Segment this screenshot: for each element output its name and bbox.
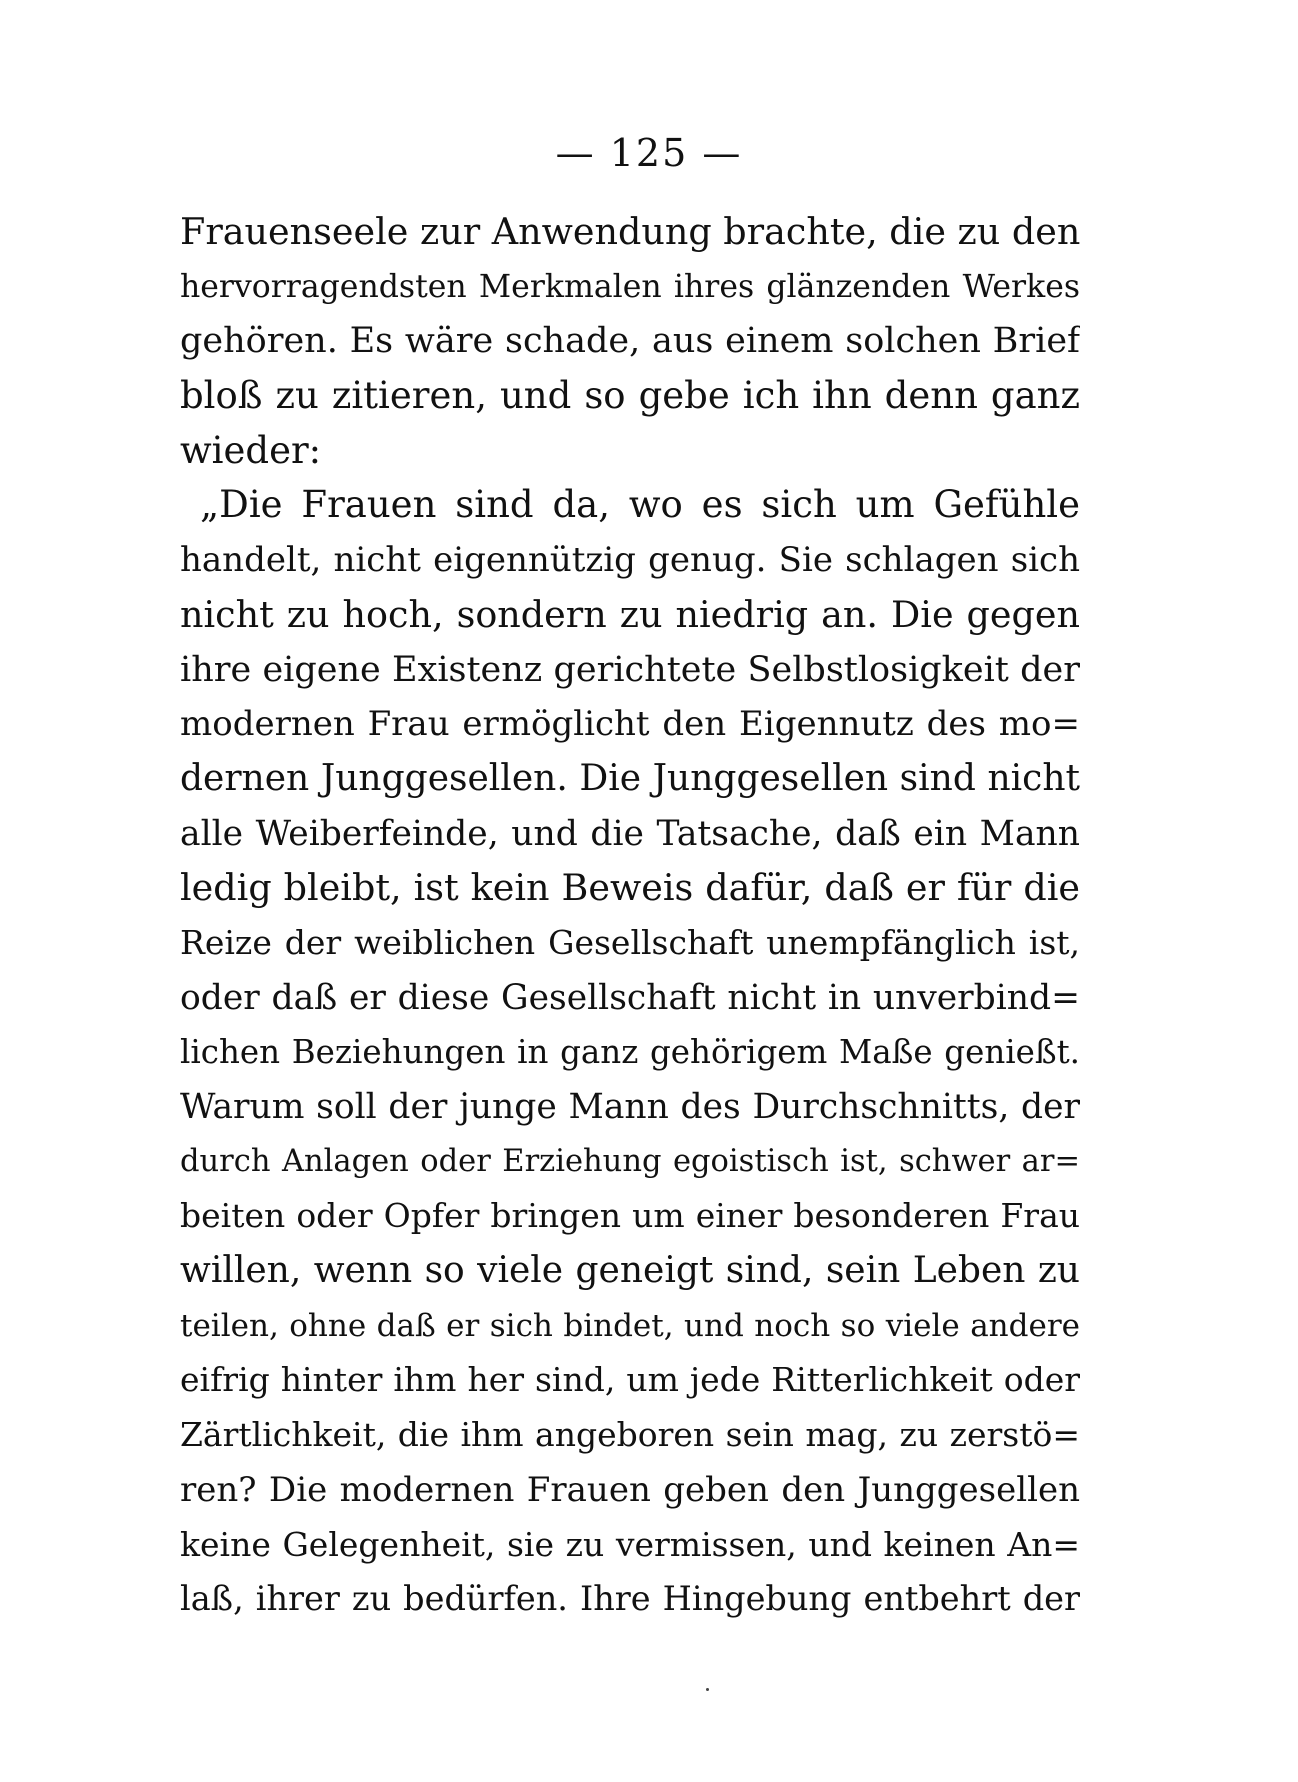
body-text <box>180 205 1080 1627</box>
text-line: lichen Beziehungen in ganz gehörigem Maße genießt. <box>180 1033 1080 1072</box>
text-line: keine Gelegenheit, sie zu vermissen, und keinen An= <box>180 1524 1080 1564</box>
text-line: ren? Die modernen Frauen geben den Junggesellen <box>180 1469 1080 1510</box>
text-line: Reize der weiblichen Gesellschaft unempfänglich ist, <box>180 922 1080 962</box>
text-line: willen, wenn so viele geneigt sind, sein Leben zu <box>180 1250 1080 1292</box>
text-line: oder daß er diese Gesellschaft nicht in unverbind= <box>180 977 1080 1018</box>
text-line: dernen Junggesellen. Die Junggesellen sind nicht <box>180 757 1080 799</box>
text-line: Zärtlichkeit, die ihm angeboren sein mag, zu zerstö= <box>180 1415 1080 1455</box>
text-line: Frauenseele zur Anwendung brachte, die zu den <box>180 210 1080 253</box>
text-line: hervorragendsten Merkmalen ihres glänzenden Werkes <box>180 268 1080 305</box>
text-line: modernen Frau ermöglicht den Eigennutz des mo= <box>180 704 1080 745</box>
text-line: durch Anlagen oder Erziehung egoistisch ist, schwer ar= <box>180 1143 1080 1179</box>
page-number: — 125 — <box>555 131 743 175</box>
text-line: teilen, ohne daß er sich bindet, und noch so viele andere <box>180 1307 1080 1344</box>
text-line: Warum soll der junge Mann des Durchschnitts, der <box>180 1087 1080 1127</box>
text-line: laß, ihrer zu bedürfen. Ihre Hingebung entbehrt der <box>180 1579 1080 1619</box>
paper-speck <box>706 1688 709 1691</box>
text-line: ledig bleibt, ist kein Beweis dafür, daß er für die <box>180 866 1080 910</box>
text-line: gehören. Es wäre schade, aus einem solchen Brief <box>180 321 1080 362</box>
text-line: beiten oder Opfer bringen um einer besonderen Frau <box>180 1196 1080 1236</box>
text-line: ihre eigene Existenz gerichtete Selbstlosigkeit der <box>180 649 1080 690</box>
text-line: nicht zu hoch, sondern zu niedrig an. Die gegen <box>180 592 1080 636</box>
text-line: „Die Frauen sind da, wo es sich um Gefühle <box>200 483 1080 527</box>
text-line: handelt, nicht eigennützig genug. Sie schlagen sich <box>180 540 1080 581</box>
text-line: eifrig hinter ihm her sind, um jede Ritterlichkeit oder <box>180 1360 1080 1400</box>
text-line: bloß zu zitieren, und so gebe ich ihn denn ganz <box>180 374 1080 418</box>
text-line: alle Weiberfeinde, und die Tatsache, daß ein Mann <box>180 813 1080 854</box>
text-line: wieder: <box>180 428 322 472</box>
